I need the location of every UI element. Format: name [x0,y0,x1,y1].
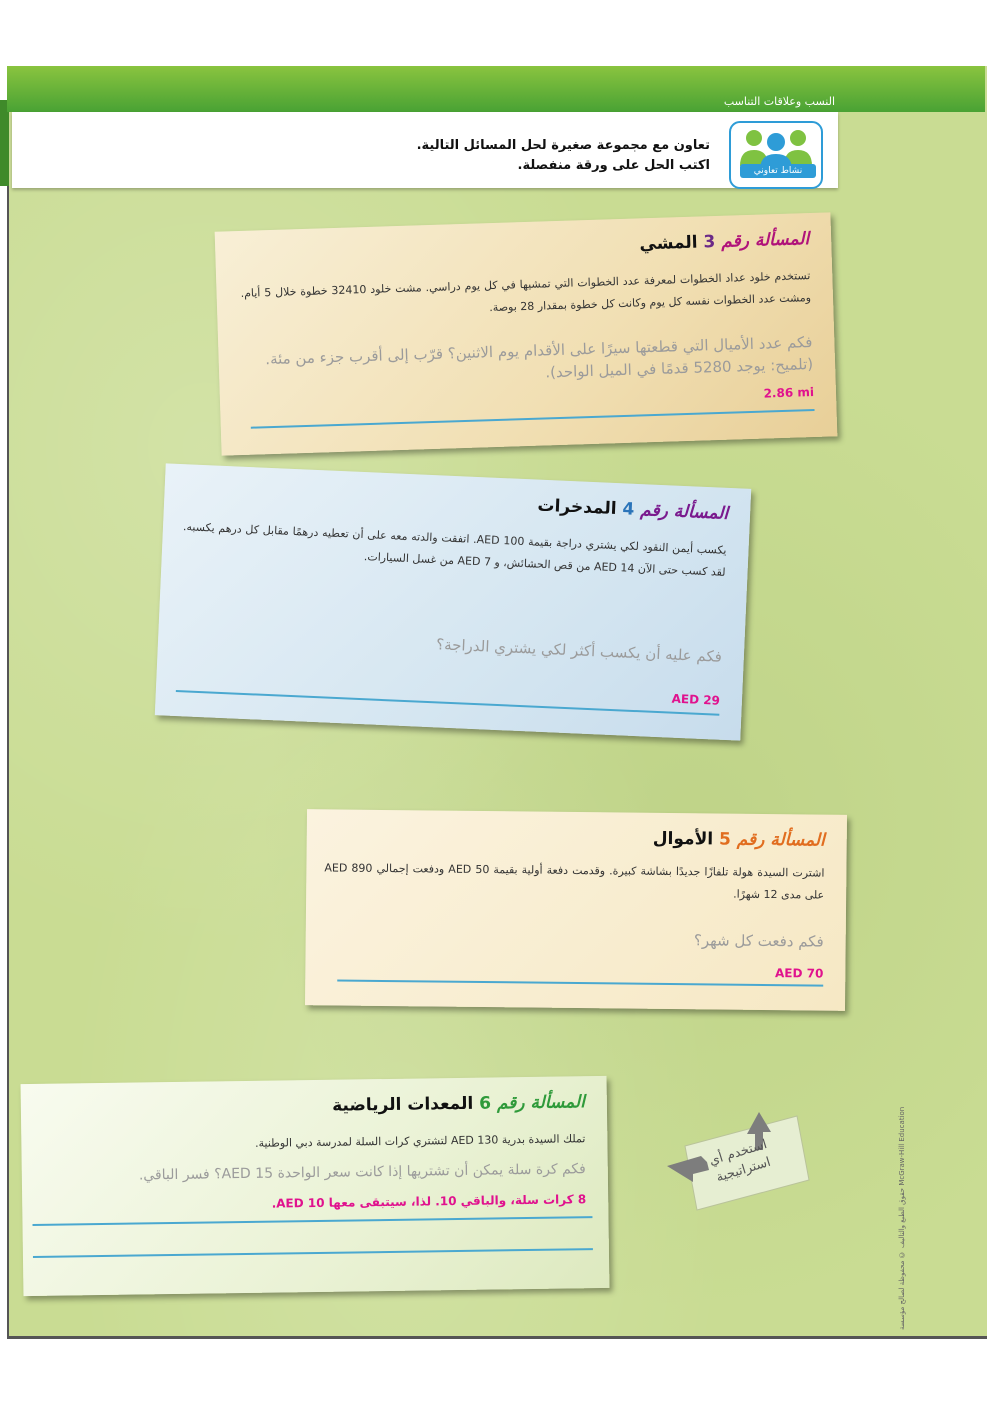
copyright-credit: حقوق الطبع والتأليف © محفوظة لصالح مؤسسة McGraw-Hill Education [898,1106,906,1330]
problem-question: فكم كرة سلة يمكن أن تشتريها إذا كانت سعر الواحدة 15 AED؟ فسر الباقي. [138,1161,586,1184]
answer-line [33,1216,593,1226]
strategy-sticker [663,1106,813,1216]
problem-body: يكسب أيمن النقود لكي يشتري دراجة بقيمة 100 AED. اتفقت والدته معه على أن تعطيه درهمًا مقابل كل درهم يكسبه. لقد كسب حتى الآن 14 AED من قص الحشائش، و 7 AED من غسل السيارات. [182,520,727,579]
answer-line [251,409,815,429]
problem-title [653,829,825,851]
answer-line [176,690,720,716]
problem-number: 3 [703,232,716,253]
problem-question: فكم دفعت كل شهر؟ [693,931,824,951]
problem-label: المسألة رقم [720,229,810,252]
strategy-text: استخدم أي استراتيجية [707,1137,773,1186]
chapter-header-bar [7,66,985,112]
problem-label: المسألة رقم [639,500,729,524]
problem-topic: المشي [639,232,698,255]
problem-number: 4 [622,499,635,520]
problem-answer: AED 29 [671,691,721,708]
problem-title [537,496,729,524]
intro-line-2: اكتب الحل على ورقة منفصلة. [517,158,710,173]
problem-topic: الأموال [652,828,714,850]
three-people-icon [728,120,824,190]
answer-line [33,1248,593,1258]
problem-title [639,229,809,254]
answer-line [337,980,823,987]
problem-answer: 2.86 mi [763,384,815,401]
problem-card-4 [155,463,751,740]
section-title: النسب وعلاقات التناسب [723,95,835,108]
collaborative-badge: نشاط تعاوني [740,164,816,178]
problem-body: تستخدم خلود عداد الخطوات لمعرفة عدد الخطوات التي تمشيها في كل يوم دراسي. مشت خلود 32410 خطوة خلال 5 أيام. ومشت عدد الخطوات نفسه كل يوم وكانت كل خطوة بمقدار 28 بوصة. [240,269,812,315]
problem-body: تملك السيدة بدرية 130 AED لتشتري كرات السلة لمدرسة دبي الوطنية. [254,1132,586,1150]
problem-answer: AED 70 [774,966,824,981]
problem-body: اشترت السيدة هولة تلفازًا جديدًا بشاشة كبيرة. وقدمت دفعة أولية بقيمة 50 AED ودفعت إجمالي 890 AED على مدى 12 شهرًا. [324,861,825,902]
left-edge-tab [0,100,9,186]
problem-question: فكم عدد الأميال التي قطعتها سيرًا على الأقدام يوم الاثنين؟ قرّب إلى أقرب جزء من مئة. (تلميح: يوجد 5280 قدمًا في الميل الواحد). [264,333,814,382]
problem-card-3 [215,212,838,455]
problem-number: 5 [718,829,731,850]
problem-topic: المدخرات [537,495,618,520]
problem-label: المسألة رقم [736,829,825,851]
problem-topic: المعدات الرياضية [332,1093,474,1116]
intro-line-1: تعاون مع مجموعة صغيرة لحل المسائل التالية. [416,138,710,153]
problem-number: 6 [479,1093,492,1114]
problem-label: المسألة رقم [496,1092,585,1114]
problem-card-5 [305,809,847,1011]
problem-title [332,1092,585,1116]
intro-box [12,112,838,188]
problem-card-6 [21,1076,610,1296]
problem-question: فكم عليه أن يكسب أكثر لكي يشتري الدراجة؟ [435,635,723,666]
problem-answer: 8 كرات سلة، والباقي 10. لذا، سيتبقى معها 10 AED. [271,1192,587,1211]
